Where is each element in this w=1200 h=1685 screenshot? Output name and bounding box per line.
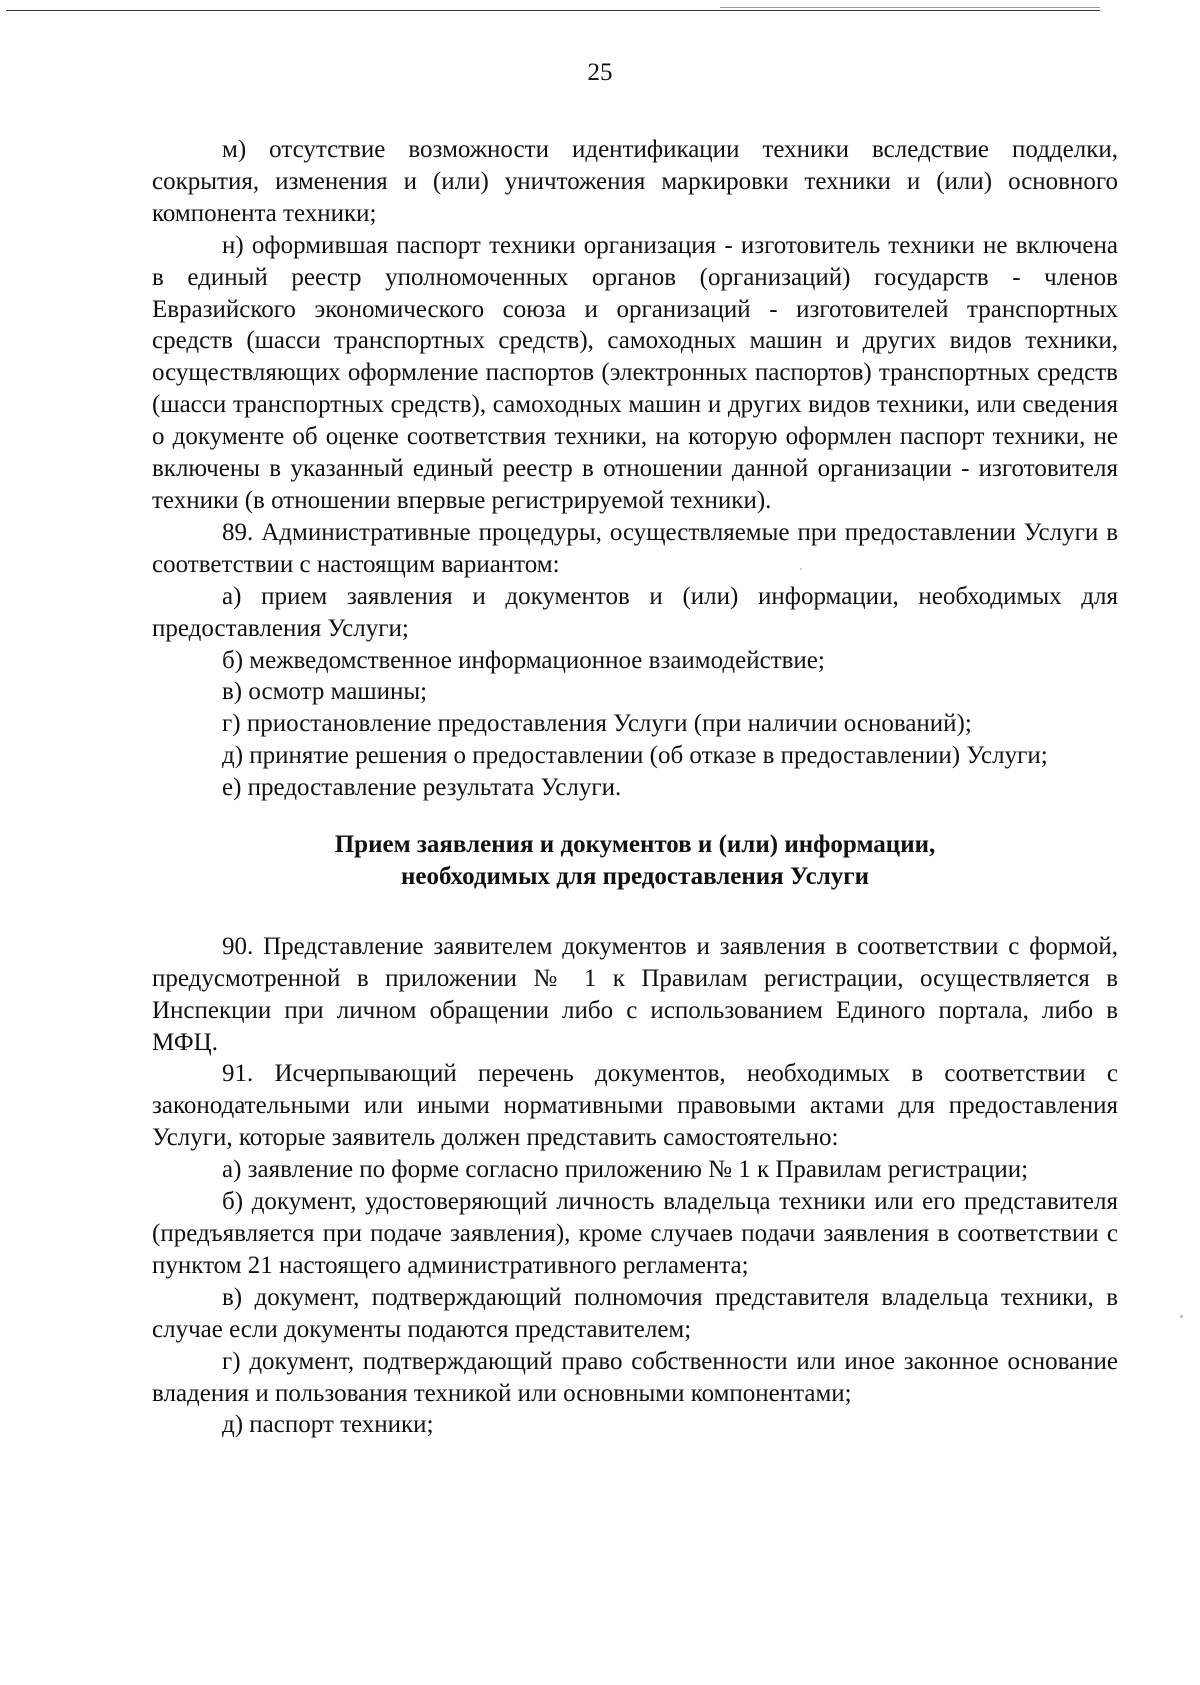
- spacer: [152, 893, 1118, 931]
- section-heading-line-1: Прием заявления и документов и (или) информации,: [334, 831, 936, 859]
- paragraph-91: 91. Исчерпывающий перечень документов, необходимых в соответствии с законодательными или иными нормативными правовыми актами для предоставления Услуги, которые заявитель должен представить самостоятельно:: [152, 1060, 1118, 1152]
- list-item-g: г) приостановление предоставления Услуги (при наличии оснований);: [222, 710, 972, 738]
- scan-speck: [800, 568, 802, 570]
- scan-top-border-line: [6, 10, 1100, 11]
- list-item-a: а) прием заявления и документов и (или) информации, необходимых для предоставления Услуги;: [152, 582, 1118, 642]
- paragraph-item-n: н) оформившая паспорт техники организация - изготовитель техники не включена в единый реестр уполномоченных органов (организаций) государств - членов Евразийского экономического союза и организаций - изготовителей транспортных средств (шасси транспортных средств), самоходных машин и других видов техники, осуществляющих оформление паспортов (электронных паспортов) транспортных средств (шасси транспортных средств), самоходных машин и других видов техники, или сведения о документе об оценке соответствия техники, на которую оформлен паспорт техники, не включены в указанный единый реестр в отношении данной организации - изготовителя техники (в отношении впервые регистрируемой техники).: [152, 231, 1118, 514]
- document-item-a: а) заявление по форме согласно приложению № 1 к Правилам регистрации;: [222, 1156, 1029, 1184]
- document-body: [152, 134, 1118, 1441]
- list-item-b: б) межведомственное информационное взаимодействие;: [222, 646, 825, 674]
- section-heading-line-2: необходимых для предоставления Услуги: [401, 862, 869, 890]
- list-item-e: е) предоставление результата Услуги.: [222, 774, 622, 802]
- document-item-b: б) документ, удостоверяющий личность владельца техники или его представителя (предъявляется при подаче заявления), кроме случаев подачи заявления в соответствии с пунктом 21 настоящего административного регламента;: [152, 1188, 1118, 1279]
- document-item-d: д) паспорт техники;: [222, 1411, 434, 1439]
- paragraph-89: 89. Административные процедуры, осуществляемые при предоставлении Услуги в соответствии с настоящим вариантом:: [152, 518, 1118, 578]
- scan-speck: [1180, 1315, 1183, 1318]
- paragraph-item-m: м) отсутствие возможности идентификации техники вследствие подделки, сокрытия, изменения и (или) уничтожения маркировки техники и (или) основного компонента техники;: [152, 136, 1118, 227]
- paragraph-90: 90. Представление заявителем документов и заявления в соответствии с формой, предусмотренной в приложении № 1 к Правилам регистрации, осуществляется в Инспекции при личном обращении либо с использованием Единого портала, либо в МФЦ.: [152, 932, 1118, 1056]
- document-item-v: в) документ, подтверждающий полномочия представителя владельца техники, в случае если документы подаются представителем;: [152, 1283, 1118, 1343]
- spacer: [152, 804, 1118, 829]
- document-item-g: г) документ, подтверждающий право собственности или иное законное основание владения и пользования техникой или основными компонентами;: [152, 1347, 1118, 1407]
- scan-top-border-line-faint: [720, 7, 1100, 8]
- list-item-v: в) осмотр машины;: [222, 678, 428, 706]
- list-item-d: д) принятие решения о предоставлении (об отказе в предоставлении) Услуги;: [222, 742, 1048, 770]
- page-number: 25: [587, 59, 613, 86]
